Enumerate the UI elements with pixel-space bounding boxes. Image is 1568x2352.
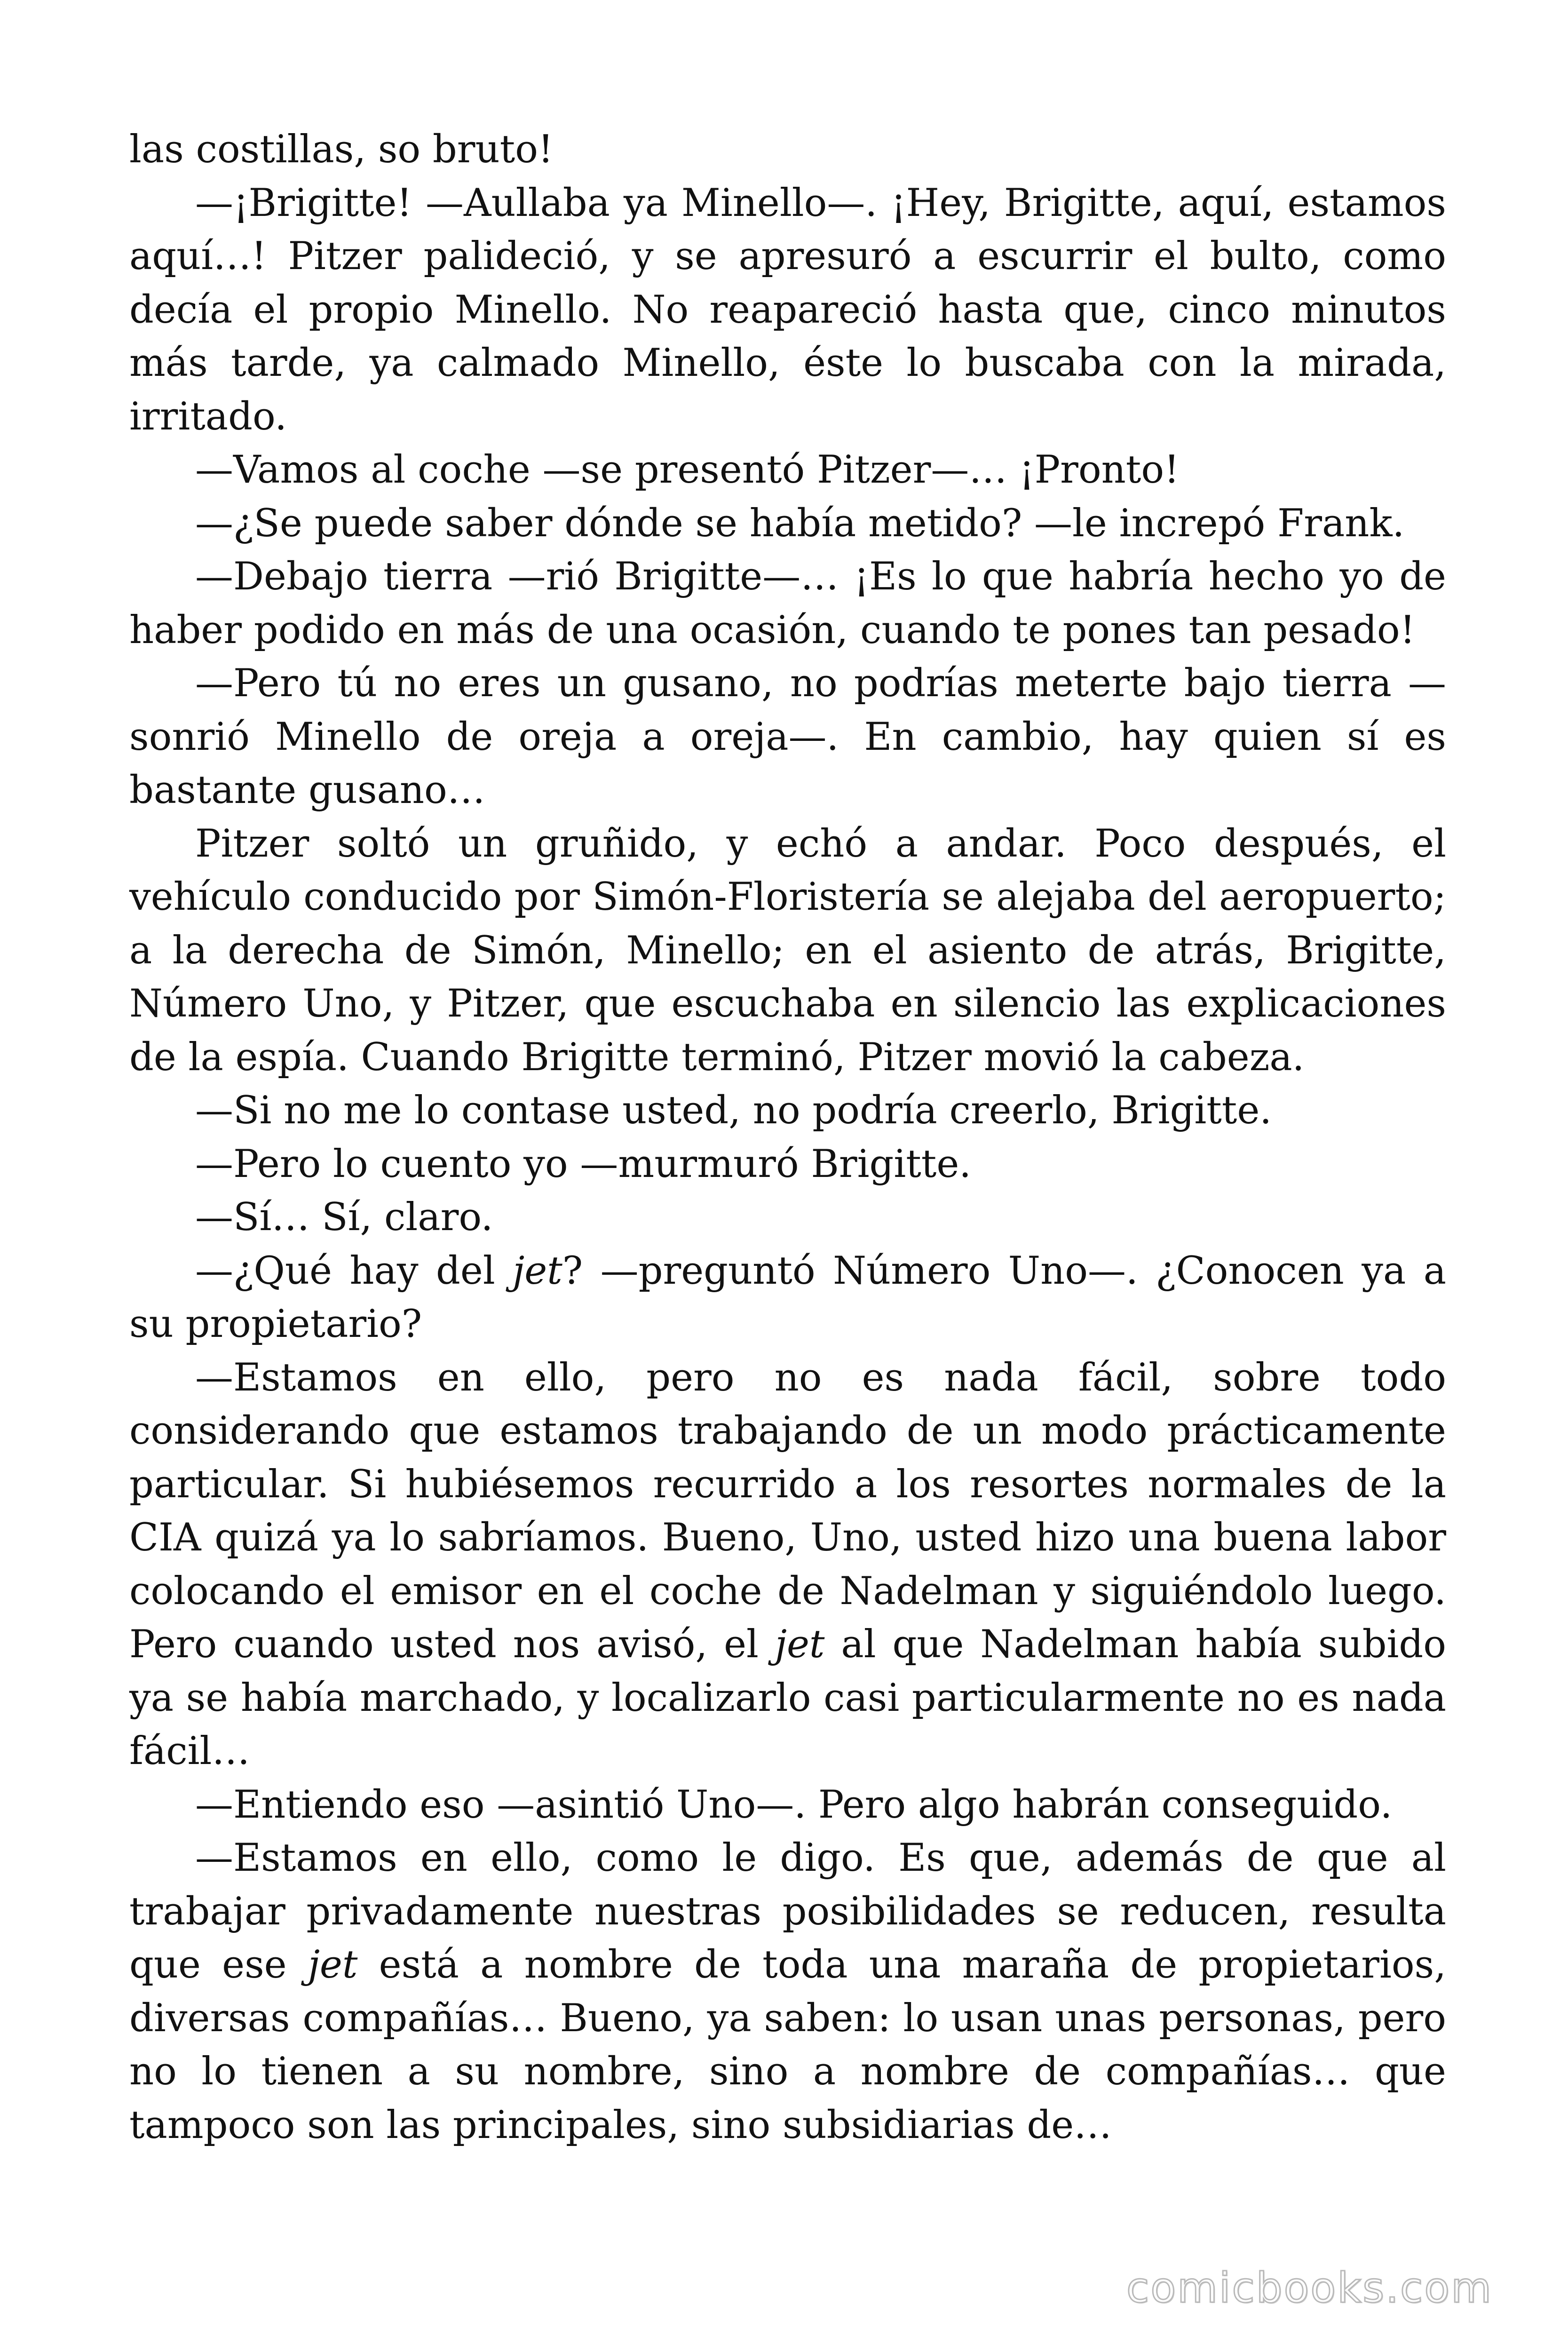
paragraph (129, 1138, 1446, 1192)
paragraph-text: Pitzer soltó un gruñido, y echó a andar. Poco después, el vehículo conducido por Simón-Floristería se alejaba del aeropuerto; a la derecha de Simón, Minello; en el asiento de atrás, Brigitte, Número Uno, y Pitzer, que escuchaba en silencio las explicaciones de la espía. Cuando Brigitte terminó, Pitzer movió la cabeza. (129, 821, 1446, 1080)
paragraph-text: ? —preguntó Número Uno—. ¿Conocen ya a su propietario? (129, 1248, 1446, 1346)
paragraph-text: —¿Qué hay del (195, 1248, 513, 1293)
paragraph-text: las costillas, so bruto! (129, 127, 554, 172)
paragraph (129, 550, 1446, 657)
paragraph-text: está a nombre de toda una maraña de propietarios, diversas compañías… Bueno, ya saben: lo usan unas personas, pero no lo tienen a su nombre, sino a nombre de compañías… que tampoco son las principales, sino subsidiarias de… (129, 1943, 1446, 2147)
paragraph (129, 1351, 1446, 1779)
paragraph-text: —¡Brigitte! —Aullaba ya Minello—. ¡Hey, Brigitte, aquí, estamos aquí…! Pitzer palideció, y se apresuró a escurrir el bulto, como decía el propio Minello. No reapareció hasta que, cinco minutos más tarde, ya calmado Minello, éste lo buscaba con la mirada, irritado. (129, 181, 1446, 439)
paragraph (129, 497, 1446, 551)
paragraph (129, 1779, 1446, 1832)
paragraph-text: al que Nadelman había subido ya se había marchado, y localizarlo casi particularmente no es nada fácil… (129, 1622, 1446, 1773)
paragraph-text: —Estamos en ello, como le digo. Es que, además de que al trabajar privadamente nuestras posibilidades se reducen, resulta que ese (129, 1836, 1446, 1987)
paragraph (129, 1245, 1446, 1351)
paragraph (129, 1832, 1446, 2152)
paragraph-text: —Pero lo cuento yo —murmuró Brigitte. (195, 1142, 972, 1186)
paragraph-text: —Estamos en ello, pero no es nada fácil, sobre todo considerando que estamos trabajando de un modo prácticamente particular. Si hubiésemos recurrido a los resortes normales de la CIA quizá ya lo sabríamos. Bueno, Uno, usted hizo una buena labor colocando el emisor en el coche de Nadelman y siguiéndolo luego. Pero cuando usted nos avisó, el (129, 1355, 1446, 1667)
italic-word: jet (308, 1943, 358, 1987)
paragraph (129, 657, 1446, 818)
paragraph-text: —Si no me lo contase usted, no podría creerlo, Brigitte. (195, 1089, 1272, 1133)
paragraph (129, 177, 1446, 444)
paragraph (129, 1191, 1446, 1245)
paragraph (129, 1084, 1446, 1138)
paragraph-text: —¿Se puede saber dónde se había metido? —le increpó Frank. (195, 501, 1405, 546)
watermark: comicbooks.com (1126, 2264, 1493, 2312)
paragraph (129, 444, 1446, 497)
paragraph-text: —Sí… Sí, claro. (195, 1195, 493, 1240)
italic-word: jet (513, 1248, 562, 1293)
paragraph-text: —Debajo tierra —rió Brigitte—… ¡Es lo que habría hecho yo de haber podido en más de una ocasión, cuando te pones tan pesado! (129, 555, 1446, 652)
paragraph-text: —Vamos al coche —se presentó Pitzer—… ¡Pronto! (195, 448, 1180, 492)
paragraph-text: —Entiendo eso —asintió Uno—. Pero algo habrán conseguido. (195, 1782, 1393, 1827)
paragraph (129, 123, 1446, 177)
page-body (129, 123, 1446, 2152)
italic-word: jet (775, 1622, 825, 1667)
paragraph-text: —Pero tú no eres un gusano, no podrías meterte bajo tierra —sonrió Minello de oreja a oreja—. En cambio, hay quien sí es bastante gusano… (129, 661, 1446, 812)
paragraph (129, 818, 1446, 1085)
